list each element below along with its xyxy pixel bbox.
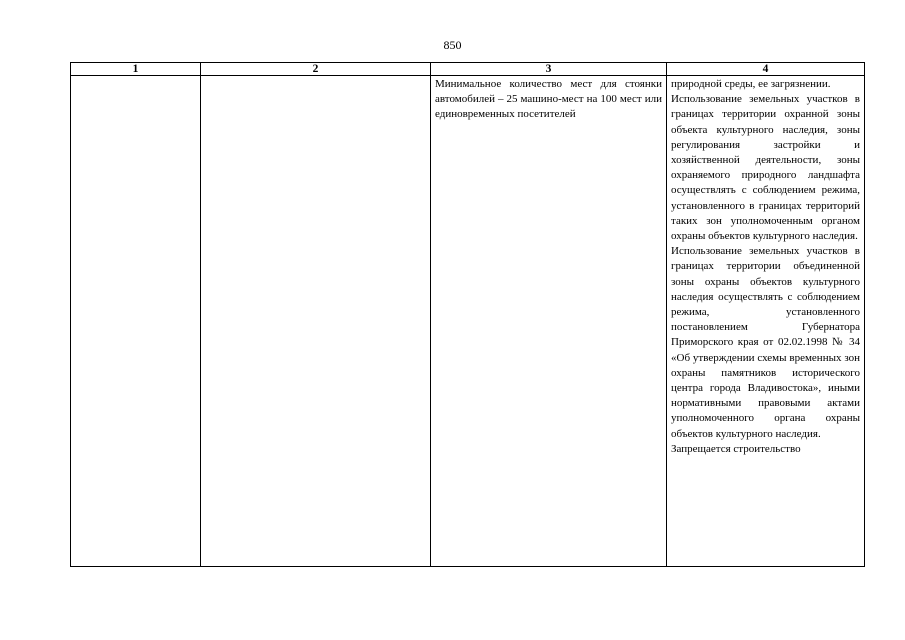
column-header-2: 2: [201, 63, 431, 76]
paragraph: природной среды, ее загрязнении.: [671, 78, 831, 90]
paragraph: Использование земельных участков в границах территории охранной зоны объекта культурного наследия, зоны регулирования застройки и хозяйственной деятельности, зоны охраняемого природного ландшафта осуществлять с соблюдением режима, установленного в границах территорий таких зон уполномоченным органом охраны объектов культурного наследия.: [671, 93, 860, 243]
parking-requirement-text: Минимальное количество мест для стоянки автомобилей – 25 машино-мест на 100 мест или единовременных посетителей: [435, 78, 662, 121]
paragraph: Запрещается строительство: [671, 442, 801, 455]
table-row: [71, 76, 865, 567]
page-number: 850: [443, 38, 462, 52]
column-header-1: 1: [71, 63, 201, 76]
cell-col1: [71, 76, 201, 567]
column-header-4: 4: [667, 63, 865, 76]
regulations-table: [70, 62, 865, 567]
cell-col3: [431, 76, 667, 567]
paragraph: Использование земельных участков в границах территории объединенной зоны охраны объектов культурного наследия осуществлять с соблюдением режима, установленного постановлением Губернатора Приморского края от 02.02.1998 № 34 «Об утверждении схемы временных зон охраны памятников исторического центра города Владивостока», иными нормативными правовыми актами уполномоченного органа охраны объектов культурного наследия.: [671, 245, 860, 440]
column-header-3: 3: [431, 63, 667, 76]
cell-col4: [667, 76, 865, 567]
cell-col2: [201, 76, 431, 567]
table-header-row: [71, 63, 865, 76]
